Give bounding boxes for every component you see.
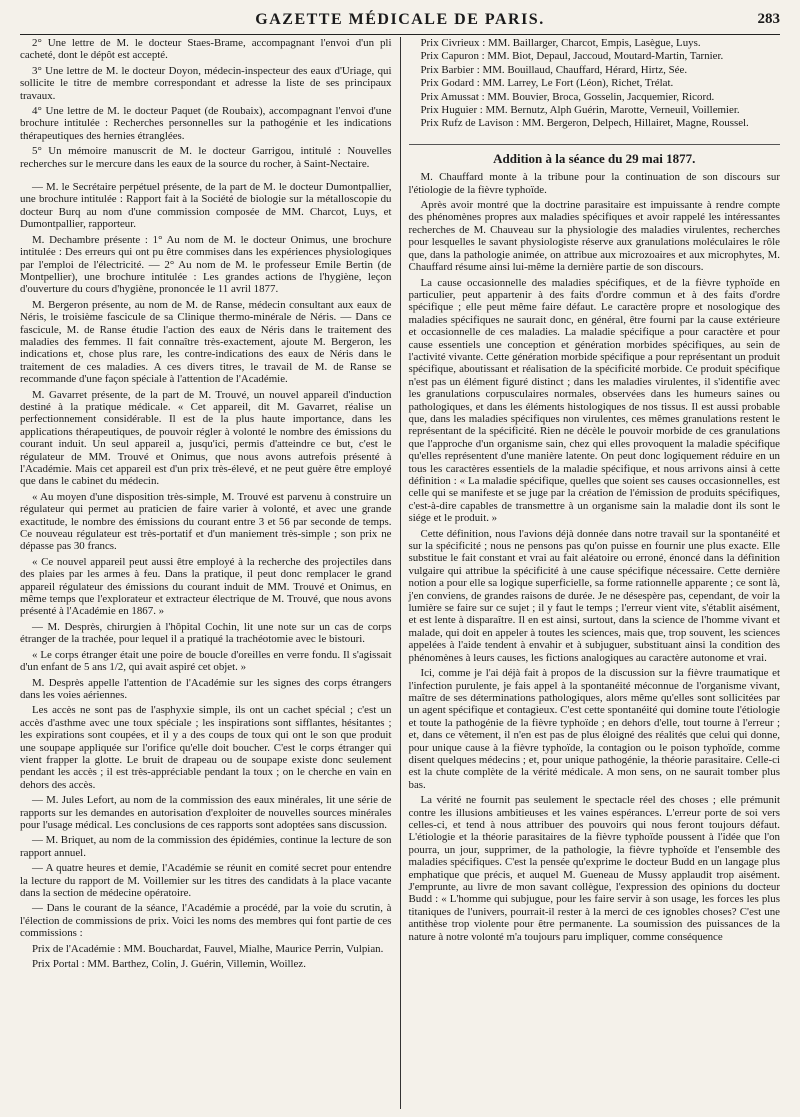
page-number: 283: [757, 11, 780, 27]
paragraph: — A quatre heures et demie, l'Académie se réunit en comité secret pour entendre la lecture du rapport de M. Voillemier sur les titres des candidats à la place vacante dans la section de médecine opératoire.: [20, 862, 392, 899]
list-item: Prix Amussat : MM. Bouvier, Broca, Gosselin, Jacquemier, Ricord.: [420, 90, 715, 103]
journal-title: GAZETTE MÉDICALE DE PARIS.: [255, 11, 545, 28]
paragraph: M. Gavarret présente, de la part de M. Trouvé, un nouvel appareil d'induction destiné à la pratique médicale. « Cet appareil, dit M. Gavarret, réalise un perfectionnement considérable. Il est de la plus haute importance, dans les applications thérapeutiques, de pouvoir régler à volonté le nombre des émissions du courant induit. Un seul appareil a, jusqu'ici, permis d'atteindre ce but, c'est le régulateur de MM. Trouvé et Onimus, que nous avons autrefois présenté à l'Académie. Mais cet appareil est d'un prix très-élevé, et ne peut guère être employé que dans le cabinet du médecin.: [20, 388, 392, 488]
paragraph: — M. Jules Lefort, au nom de la commission des eaux minérales, lit une série de rapports sur les demandes en autorisation d'exploiter de nouvelles sources minérales pour l'usage médical. Les conclusions de ces rapports sont adoptées sans discussion.: [20, 794, 392, 831]
paragraph: M. Bergeron présente, au nom de M. de Ranse, médecin consultant aux eaux de Néris, le troisième fascicule de sa Clinique thermo-minérale de Néris. — Dans ce fascicule, M. de Ranse étudie l'action des eaux de Néris dans le traitement des maladies des femmes. Il fait connaître très-exactement, ajoute M. Bergeron, les indications et, chose plus rare, les contre-indications des eaux de Néris dans le traitement de ces maladies. A ces divers titres, le travail de M. de Ranse se recommande d'une façon spéciale à l'attention de l'Académie.: [20, 298, 392, 386]
paragraph: M. Chauffard monte à la tribune pour la continuation de son discours sur l'étiologie de la fièvre typhoïde.: [408, 171, 780, 196]
paragraph: « Ce nouvel appareil peut aussi être employé à la recherche des projectiles dans des plaies par les armes à feu. Dans la pratique, il peut donc remplacer le grand appareil régulateur des émissions du courant induit de MM. Trouvé et Onimus, en même temps que l'explorateur et extracteur électrique de M. Trouvé, que nous avons présenté à l'Académie en 1867. »: [20, 555, 392, 618]
right-column: [401, 37, 781, 1109]
paragraph: — Dans le courant de la séance, l'Académie a procédé, par la voie du scrutin, à l'élection de commissions de prix. Voici les noms des membres qui font partie de ces commissions :: [20, 902, 392, 940]
paragraph: Cette définition, nous l'avions déjà donnée dans notre travail sur la spontanéité et sur la spécificité ; nous ne pensons pas qu'on puisse en fournir une plus exacte. Elle substitue le fait constant et vrai au fait aléatoire ou erroné, énoncé dans la définition vulgaire qui attribue la spécificité à une cause spécifique nécessaire. Cette dernière notion a pour elle sa logique superficielle, sa forme rationnelle apparente ; ce sont là, j'en conviens, de grandes raisons de durée. Je ne désespère pas, cependant, de voir la lumière se faire sur ce sujet ; il y faut le temps ; l'erreur vient vite, s'établit aisément, et est lente à disparaître. Il en est ainsi, surtout, dans la science de l'homme vivant et malade, qui doit en appeler à toutes les sciences, mais que, trop souvent, les sciences appelées à l'aide tendent à envahir et à subjuguer, substituant ainsi la condition des phénomènes à leurs causes, les fictions analogiques au caractère autonome et vrai.: [408, 527, 780, 664]
left-column: [20, 37, 400, 1109]
paragraph: La cause occasionnelle des maladies spécifiques, et de la fièvre typhoïde en particulier, peut appartenir à des faits d'ordre commun et à des faits d'ordre spécifique ; elle peut même faire défaut. Le caractère propre et nosologique des maladies spécifiques ne saurait donc, en général, être fourni par la cause extérieure et occasionnelle de ces maladies. La maladie spécifique a pour caractère et pour cause essentiels une conception et génération morbides spécifiques, au sein de l'activité vivante. Cette génération morbide spécifique a pour représentant un produit spécifique, aboutissant et réalisation de la spécificité morbide. Ce produit spécifique n'est pas un élément figuré distinct ; dans les maladies virulentes, il s'identifie avec les granulations corpusculaires normales, observées dans les humeurs saines ou pathologiques, et dans les éléments histologiques de nos tissus. Il est aussi probable que, dans les maladies spécifiques non virulentes, ces mêmes granulations restent le représentant de la spécificité. Rien ne décèle le pouvoir morbide de ces granulations que l'approche d'un organisme sain, chez qui elles provoquent la maladie spécifique qu'elles représentent d'une manière latente. On peut donc logiquement réduire en un tous les caractères essentiels de la maladie spécifique, et nous arrivons ainsi à cette définition : « La maladie spécifique, quelles que soient ses causes occasionnelles, est celle qui se manifeste et se juge par la création de l'émission de produits spécifiques, c'est-à-dire capables de transmettre à un organisme sain la maladie dont ils sont le siége et le produit. »: [408, 276, 780, 525]
paragraph: 5° Un mémoire manuscrit de M. le docteur Garrigou, intitulé : Nouvelles recherches sur le mercure dans les eaux de la source du rocher, à Saint-Nectaire.: [20, 145, 392, 170]
paragraph: — M. le Secrétaire perpétuel présente, de la part de M. le docteur Dumontpallier, une brochure intitulée : Rapport fait à la Société de biologie sur la métalloscopie du docteur Burq au nom d'une commission composée de MM. Charcot, Luys, et Dumontpallier, rapporteur.: [20, 181, 392, 231]
paragraph: — M. Briquet, au nom de la commission des épidémies, continue la lecture de son rapport annuel.: [20, 834, 392, 859]
list-item: Prix Barbier : MM. Bouillaud, Chauffard, Hérard, Hirtz, Sée.: [420, 63, 688, 76]
section-heading: Addition à la séance du 29 mai 1877.: [409, 144, 781, 165]
paragraph: Après avoir montré que la doctrine parasitaire est impuissante à rendre compte des phénomènes propres aux maladies spécifiques et avoir rappelé les intéressantes recherches de M. Chauveau sur la physiologie des maladies virulentes, recherches pour lesquelles le savant physiologiste réserve aux granulations moléculaires le rôle que, dans la pathologie animée, on attribue aux microzoaires et aux microphytes, M. Chauffard résume ainsi lui-même la dernière partie de son discours.: [408, 199, 780, 274]
paragraph: Ici, comme je l'ai déjà fait à propos de la discussion sur la fièvre traumatique et l'infection purulente, je fais appel à la spontanéité méconnue de l'organisme vivant, maître de ses déterminations pathologiques, alors même qu'elles sont sollicitées par un agent spécifique et contagieux. C'est cette spontanéité qui domine toute l'étiologie et toute la pathogénie de la fièvre typhoïde ; en dehors d'elle, tout tourne à l'erreur ; et, dans ce vêtement, il n'en est pas de plus éloigné des réalités que celui qui donne, pour unique cause à la fièvre typhoïde, la contagion ou le poison typhoïde, comme disent quelques médecins ; et, pour unique pathogénie, la théorie parasitaire. Celle-ci est la chute complète de la vérité médicale. A mon sens, on ne saurait tomber plus bas.: [408, 667, 780, 791]
list-item: Prix Rufz de Lavison : MM. Bergeron, Delpech, Hillairet, Magne, Roussel.: [420, 117, 749, 130]
paragraph: La vérité ne fournit pas seulement le spectacle réel des choses ; elle prémunit contre les illusions ambitieuses et les vaines espérances. L'erreur porte de soi vers celles-ci, et tend à nous attribuer des pouvoirs qui nous feront toujours défaut. L'étiologie et la théorie parasitaires de la fièvre typhoïde poussent à l'idée que l'on pourra, un jour, supprimer, de la pathologie, la fièvre typhoïde et l'ensemble des maladies spécifiques. C'est la pensée qu'exprime le docteur Budd en un langage plus emphatique que précis, et auquel M. Gueneau de Mussy applaudit trop aisément. J'emprunte, au livre de mon savant collègue, l'expression des opinions du docteur Budd : « L'homme qui subjugue, pour les faire servir à son usage, les forces les plus titaniques de l'univers, pourrait-il rester à la merci de ces ignobles choses? C'est une antithèse trop violente pour être permanente. La soumission des puissances de la nature à notre volonté m'a toujours paru impliquer, comme conséquence: [408, 794, 780, 943]
paragraph: M. Desprès appelle l'attention de l'Académie sur les signes des corps étrangers dans les voies aériennes.: [20, 676, 392, 701]
paragraph: 3° Une lettre de M. le docteur Doyon, médecin-inspecteur des eaux d'Uriage, qui sollicite le titre de membre correspondant et adresse la liste de ses principaux travaux.: [20, 64, 392, 102]
text-columns: [20, 37, 780, 1109]
paragraph: « Le corps étranger était une poire de boucle d'oreilles en verre fondu. Il s'agissait d'un enfant de 5 ans 1/2, qui avait aspiré cet objet. »: [20, 648, 392, 674]
list-item: Prix Civrieux : MM. Baillarger, Charcot, Empis, Lasègue, Luys.: [420, 37, 701, 49]
paragraph: — M. Desprès, chirurgien à l'hôpital Cochin, lit une note sur un cas de corps étranger de la trachée, pour lequel il a pratiqué la trachéotomie avec le bistouri.: [20, 620, 392, 646]
paragraph: M. Dechambre présente : 1° Au nom de M. le docteur Onimus, une brochure intitulée : Des erreurs qui ont pu être commises dans les expériences physiologiques par l'emploi de l'électricité. — 2° Au nom de M. le professeur Emile Bertin (de Montpellier), une brochure intitulée : Les grandes actions de l'hygiène, leçon d'ouverture du cours d'hygiène, prononcée le 11 avril 1877.: [20, 233, 392, 296]
paragraph: Les accès ne sont pas de l'asphyxie simple, ils ont un cachet spécial ; c'est un accès d'asthme avec une toux spéciale ; les inspirations sont sifflantes, hésitantes ; les expirations sont coupées, et il y a des coups de toux qui ont le son que produit une soupape appliquée sur l'orifice qu'elle doit boucher. C'est le corps étranger qui vient frapper la glotte. Le bruit de drapeau ou de soupape existe donc seulement pendant les accès ; il est très-appréciable pendant la toux ; on le cherche en vain en dehors des accès.: [20, 704, 392, 791]
paragraph: 4° Une lettre de M. le docteur Paquet (de Roubaix), accompagnant l'envoi d'une brochure intitulée : Recherches personnelles sur la pathogénie et les indications thérapeutiques des hernies étranglées.: [20, 105, 392, 142]
paragraph: Prix Portal : MM. Barthez, Colin, J. Guérin, Villemin, Woillez.: [32, 958, 306, 971]
prize-commission-list: [409, 37, 781, 130]
paragraph: Prix de l'Académie : MM. Bouchardat, Fauvel, Mialhe, Maurice Perrin, Vulpian.: [32, 942, 384, 955]
paragraph: « Au moyen d'une disposition très-simple, M. Trouvé est parvenu à construire un régulateur qui permet au praticien de faire varier à volonté, et avec une grande exactitude, le nombre des émissions du courant entre 3 et 56 par seconde de temps. Ce nouveau régulateur est très-portatif et d'un maniement très-simple ; son prix ne dépasse pas 30 francs.: [20, 490, 392, 553]
paragraph: 2° Une lettre de M. le docteur Staes-Brame, accompagnant l'envoi d'un pli cacheté, dont le dépôt est accepté.: [20, 37, 392, 62]
list-item: Prix Godard : MM. Larrey, Le Fort (Léon), Richet, Trélat.: [420, 77, 674, 90]
list-item: Prix Huguier : MM. Bernutz, Alph Guérin, Marotte, Verneuil, Voillemier.: [420, 104, 740, 117]
page-header: [20, 8, 780, 35]
list-item: Prix Capuron : MM. Biot, Depaul, Jaccoud, Moutard-Martin, Tarnier.: [420, 50, 724, 63]
